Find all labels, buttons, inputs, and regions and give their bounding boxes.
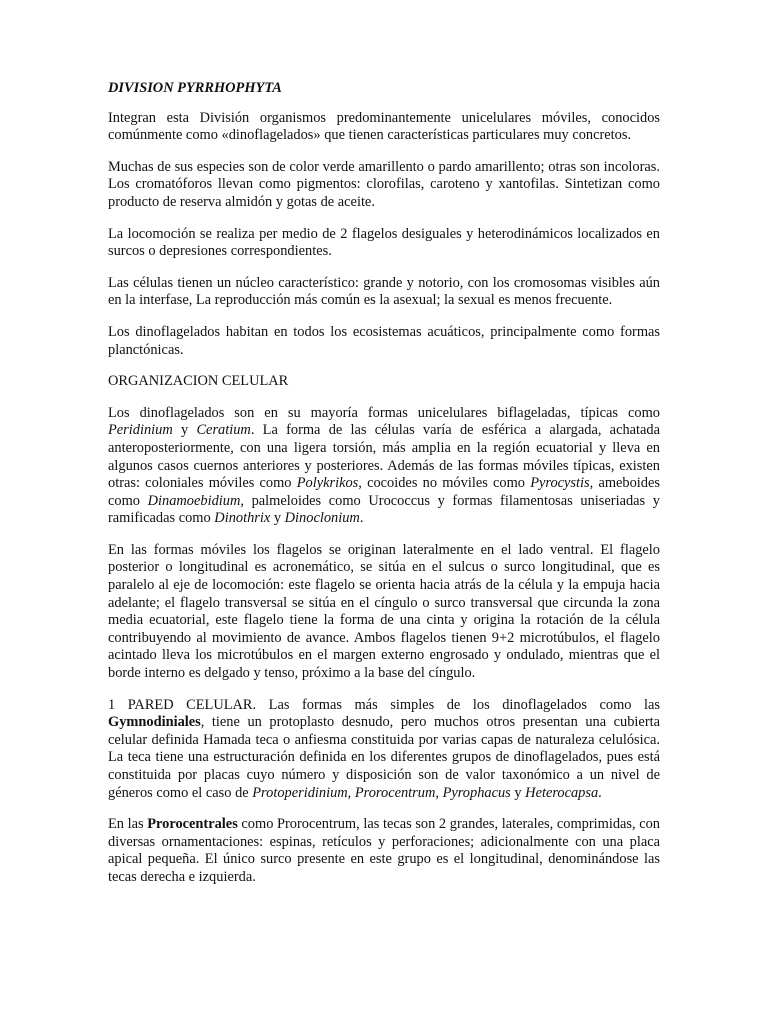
genus-name: Pyrophacus [442,784,511,801]
paragraph-habitat: Los dinoflagelados habitan en todos los ecosistemas acuáticos, principalmente como formas planctónicas. [108,323,660,358]
paragraph-intro: Integran esta División organismos predominantemente unicelulares móviles, conocidos comúnmente como «dinoflagelados» que tienen características particulares muy concretos. [108,109,660,144]
genus-name: Pyrocystis [530,475,590,492]
paragraph-color: Muchas de sus especies son de color verde amarillento o pardo amarillento; otras son incoloras. Los cromatóforos llevan como pigmentos: clorofilas, caroteno y xantofilas. Sintetizan como producto de reserva almidón y gotas de aceite. [108,158,660,210]
genus-name: Dinothrix [214,510,271,527]
text-span: , palmeloides como Urococcus y formas filamentosas uniseriadas y ramificadas como [108,492,660,527]
text-span: , [435,784,443,801]
section-heading-organizacion: ORGANIZACION CELULAR [108,373,289,390]
text-span: 1 PARED CELULAR. Las formas más simples de los dinoflagelados como las [108,696,660,713]
genus-name: Heterocapsa [525,784,599,801]
document-page [108,80,660,901]
text-span: como Prorocentrum, las tecas son 2 grandes, laterales, comprimidas, con diversas ornamentaciones: espinas, retículos y perforaciones; adicionalmente con una placa apical pequeña. El único surco presente en este grupo es el longitudinal, denominándose las tecas derecha e izquierda. [108,816,660,885]
text-span: , ameboides como [108,475,660,509]
paragraph-organizacion [108,405,660,528]
group-name: Gymnodiniales [108,714,201,731]
text-span: , [347,784,355,801]
genus-name: Prorocentrum [354,784,436,801]
paragraph-pared-celular [108,697,660,803]
paragraph-nucleus: Las células tienen un núcleo característico: grande y notorio, con los cromosomas visibles aún en la interfase, La reproducción más común es la asexual; la sexual es menos frecuente. [108,274,660,309]
paragraph-prorocentrales [108,816,660,886]
text-span: , tiene un protoplasto desnudo, pero muchos otros presentan una cubierta celular definida Hamada teca o anfiesma constituida por varias capas de naturaleza celulósica. La teca tiene una estructuración definida en los diferentes grupos de dinoflagelados, pues está constituida por placas cuyo número y disposición son de valor taxonómico a un nivel de géneros como el caso de [108,714,660,801]
group-name: Prorocentrales [147,816,238,833]
genus-name: Polykrikos [296,475,359,492]
text-span: y [172,422,197,439]
paragraph-flagellos: En las formas móviles los flagelos se originan lateralmente en el lado ventral. El flagelo posterior o longitudinal es acronemático, se sitúa en el sulcus o surco longitudinal, que es paralelo al eje de locomoción: este flagelo se orienta hacia atrás de la célula y la empuja hacia adelante; el flagelo transversal se sitúa en el cíngulo o surco transversal que circunda la zona media ecuatorial, este flagelo tiene la forma de una cinta y origina la rotación de la célula contribuyendo al movimiento de avance. Ambos flagelos tienen 9+2 microtúbulos, el flagelo acintado lleva los microtúbulos en el margen externo engrosado y ondulado, mientras que el borde interno es delgado y tenso, próximo a la base del cíngulo. [108,541,660,682]
text-span: y [510,784,526,801]
document-title: DIVISION PYRRHOPHYTA [108,80,282,96]
genus-name: Peridinium [108,422,173,439]
text-span: , cocoides no móviles como [358,475,531,492]
genus-name: Dinoclonium [284,510,360,527]
text-span: y [270,510,285,527]
text-span: . La forma de las células varía de esférica a alargada, achatada anteroposteriormente, con una ligera torsión, más amplia en la región ecuatorial y lleva en algunos casos cuernos anteriores y posteriores. Además de las formas móviles típicas, existen otras: coloniales móviles como [108,422,661,492]
text-span: En las [108,816,148,833]
genus-name: Ceratium [196,422,251,439]
text-span: . [359,510,364,527]
paragraph-locomotion: La locomoción se realiza per medio de 2 flagelos desiguales y heterodinámicos localizados en surcos o depresiones correspondientes. [108,225,660,260]
genus-name: Dinamoebidium [147,492,241,509]
text-span: Los dinoflagelados son en su mayoría formas unicelulares biflageladas, típicas como [108,404,660,421]
genus-name: Protoperidinium [252,784,348,801]
text-span: . [598,784,602,801]
